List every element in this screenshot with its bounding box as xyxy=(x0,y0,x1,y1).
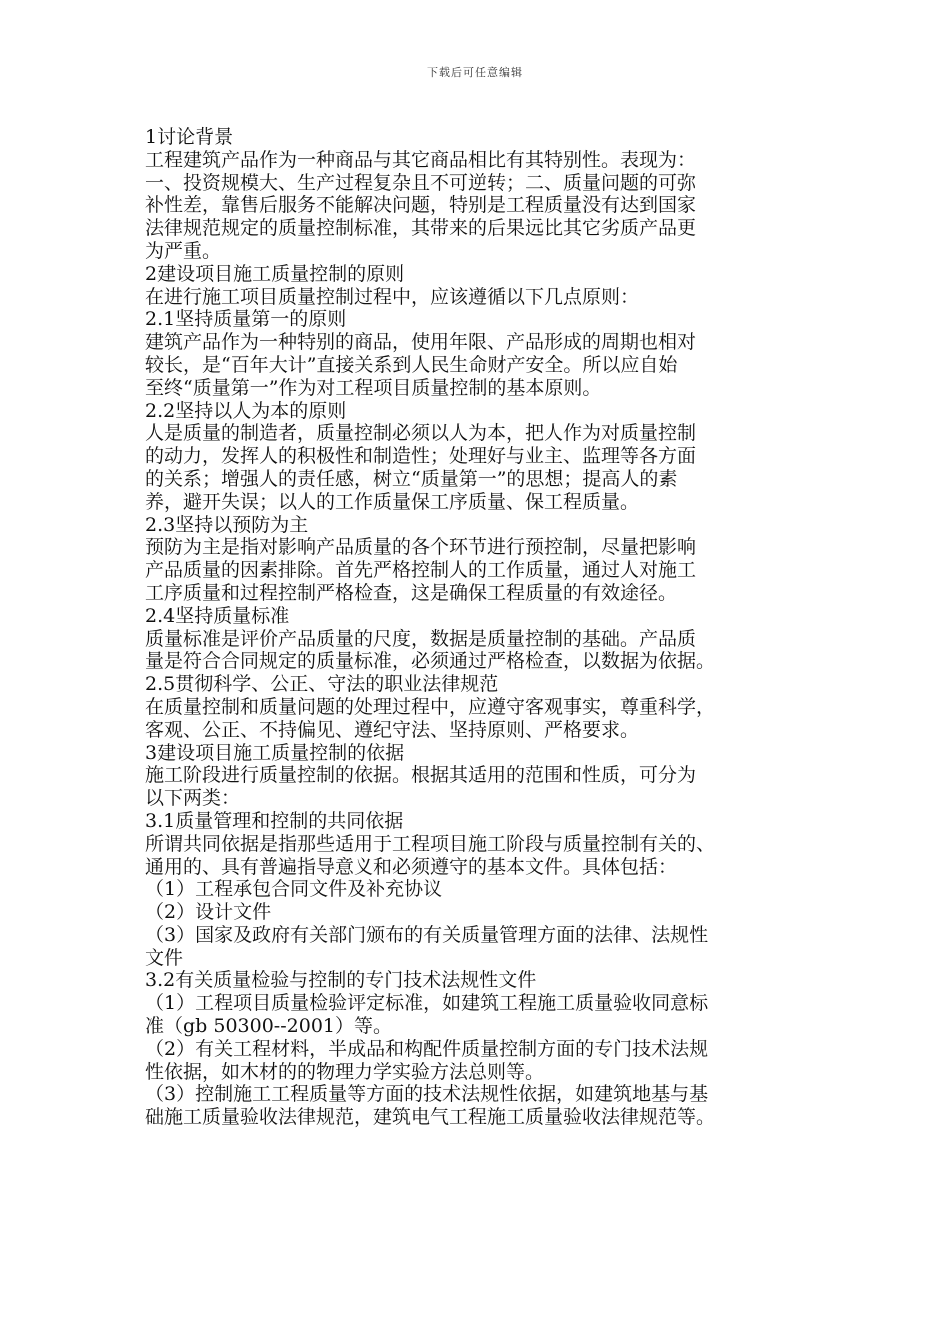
text-line: （1）工程项目质量检验评定标准，如建筑工程施工质量验收同意标 xyxy=(145,992,709,1015)
page-header-note: 下载后可任意编辑 xyxy=(427,66,523,79)
text-line: 质量标准是评价产品质量的尺度，数据是质量控制的基础。产品质 xyxy=(145,627,697,650)
text-line: 1讨论背景 xyxy=(145,126,234,148)
text-line: 工序质量和过程控制严格检查，这是确保工程质量的有效途径。 xyxy=(145,581,678,604)
text-line: 的动力，发挥人的积极性和制造性；处理好与业主、监理等各方面 xyxy=(145,445,697,468)
text-line: 性依据，如木材的的物理力学实验方法总则等。 xyxy=(145,1060,545,1083)
text-line: （3）控制施工工程质量等方面的技术法规性依据，如建筑地基与基 xyxy=(145,1083,709,1106)
text-line: 的关系；增强人的责任感，树立“质量第一”的思想；提高人的素 xyxy=(145,467,678,490)
text-line: 产品质量的因素排除。首先严格控制人的工作质量，通过人对施工 xyxy=(145,559,697,582)
text-line: 建筑产品作为一种特别的商品，使用年限、产品形成的周期也相对 xyxy=(145,331,697,354)
text-line: （3）国家及政府有关部门颁布的有关质量管理方面的法律、法规性 xyxy=(145,923,709,946)
text-line: 通用的、具有普遍指导意义和必须遵守的基本文件。具体包括： xyxy=(145,855,678,878)
text-line: 养，避开失误；以人的工作质量保工序质量、保工程质量。 xyxy=(145,490,640,513)
text-line: 文件 xyxy=(145,946,184,969)
text-line: 2建设项目施工质量控制的原则 xyxy=(145,262,405,285)
text-line: 准（gb 50300--2001）等。 xyxy=(145,1015,393,1038)
text-line: 3.2有关质量检验与控制的专门技术法规性文件 xyxy=(145,969,537,992)
text-line: 所谓共同依据是指那些适用于工程项目施工阶段与质量控制有关的、 xyxy=(145,832,716,855)
text-line: 预防为主是指对影响产品质量的各个环节进行预控制，尽量把影响 xyxy=(145,536,697,559)
text-line: 在进行施工项目质量控制过程中，应该遵循以下几点原则： xyxy=(145,285,640,308)
text-line: 补性差，靠售后服务不能解决问题，特别是工程质量没有达到国家 xyxy=(145,194,697,217)
text-line: 工程建筑产品作为一种商品与其它商品相比有其特别性。表现为： xyxy=(145,148,697,171)
text-line: 2.3坚持以预防为主 xyxy=(145,513,309,536)
text-line: 人是质量的制造者，质量控制必须以人为本，把人作为对质量控制 xyxy=(145,422,697,445)
document-body xyxy=(145,126,810,1129)
text-line: 础施工质量验收法律规范，建筑电气工程施工质量验收法律规范等。 xyxy=(145,1106,716,1129)
text-line: 至终“质量第一”作为对工程项目质量控制的基本原则。 xyxy=(145,376,602,399)
text-line: 2.4坚持质量标准 xyxy=(145,604,290,627)
text-line: 以下两类： xyxy=(145,787,241,810)
text-line: 客观、公正、不持偏见、遵纪守法、坚持原则、严格要求。 xyxy=(145,718,640,741)
text-line: 法律规范规定的质量控制标准，其带来的后果远比其它劣质产品更 xyxy=(145,217,697,240)
text-line: 2.2坚持以人为本的原则 xyxy=(145,399,347,422)
text-line: 2.1坚持质量第一的原则 xyxy=(145,308,347,331)
text-line: 2.5贯彻科学、公正、守法的职业法律规范 xyxy=(145,673,499,696)
text-line: 为严重。 xyxy=(145,239,222,262)
text-line: 3建设项目施工质量控制的依据 xyxy=(145,741,405,764)
text-line: 施工阶段进行质量控制的依据。根据其适用的范围和性质，可分为 xyxy=(145,764,697,787)
text-line: （2）设计文件 xyxy=(145,901,272,924)
text-line: （2）有关工程材料，半成品和构配件质量控制方面的专门技术法规 xyxy=(145,1037,709,1060)
text-line: 在质量控制和质量问题的处理过程中，应遵守客观事实，尊重科学， xyxy=(145,695,716,718)
text-line: 量是符合合同规定的质量标准，必须通过严格检查，以数据为依据。 xyxy=(145,650,716,673)
text-line: （1）工程承包合同文件及补充协议 xyxy=(145,878,443,901)
text-line: 一、投资规模大、生产过程复杂且不可逆转；二、质量问题的可弥 xyxy=(145,171,697,194)
text-line: 较长，是“百年大计”直接关系到人民生命财产安全。所以应自始 xyxy=(145,353,678,376)
text-line: 3.1质量管理和控制的共同依据 xyxy=(145,809,404,832)
